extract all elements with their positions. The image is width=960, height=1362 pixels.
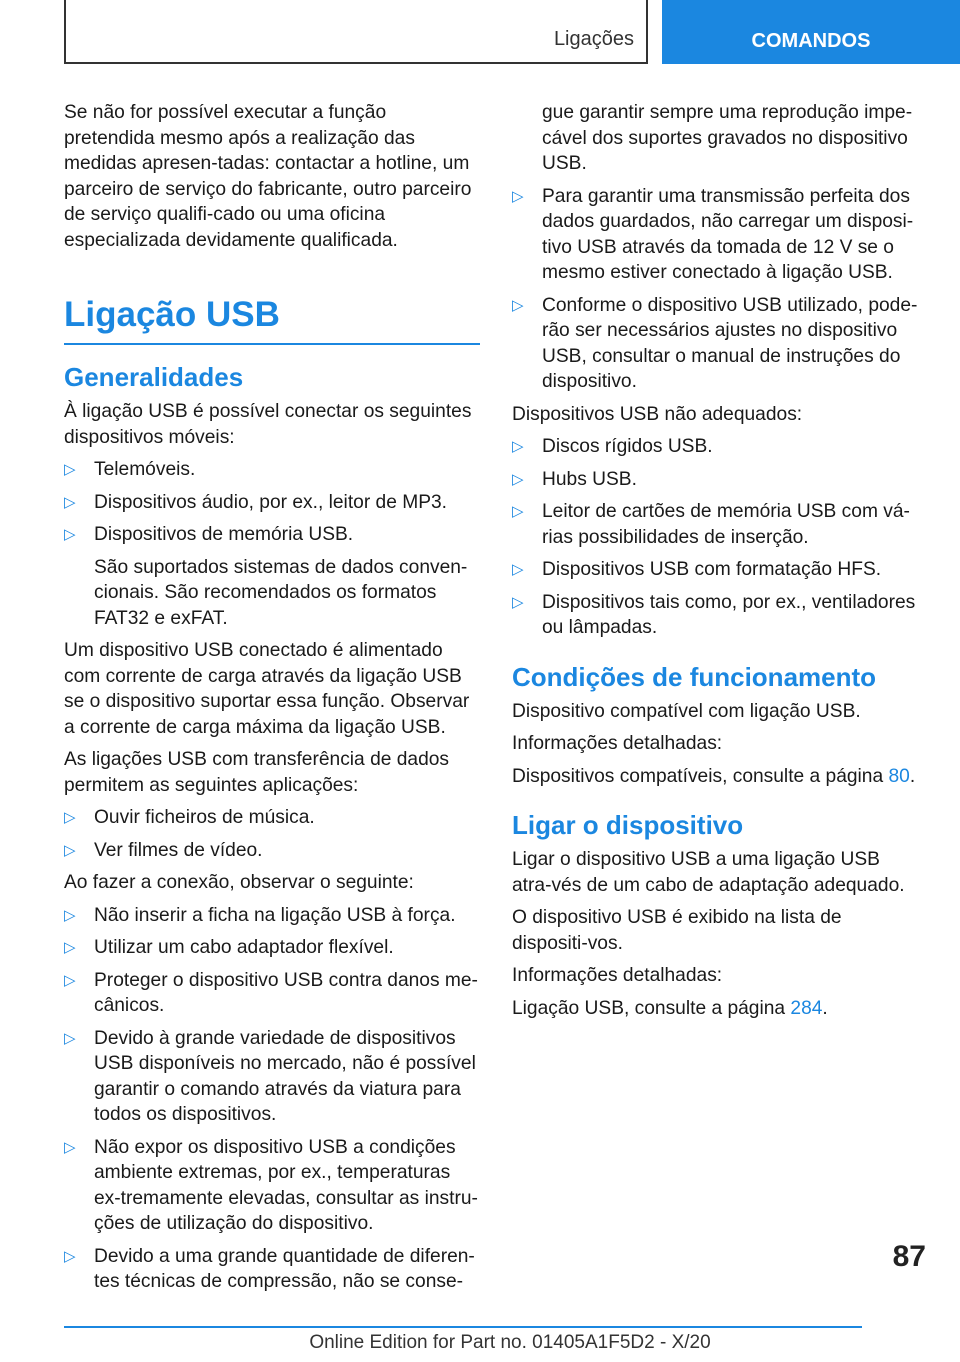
- intro-paragraph: Se não for possível executar a função pretendida mesmo após a realização das medidas apresen-tadas: contactar a hotline, um parceiro de serviço do fabricante, outro parceiro de serviço qualifi-cado ou uma oficina especializada devidamente qualificada.: [64, 102, 472, 251]
- list-item: ▷ Não inserir a ficha na ligação USB à força.: [64, 903, 480, 929]
- triangle-bullet-icon: ▷: [64, 906, 76, 924]
- triangle-bullet-icon: ▷: [64, 1247, 76, 1265]
- continued-paragraph: gue garantir sempre uma reprodução impe-cável dos suportes gravados no dispositivo USB.: [542, 102, 913, 174]
- subheading-general: Generalidades: [64, 362, 244, 392]
- subheading-conditions: Condições de funcionamento: [512, 661, 877, 692]
- list-item: ▷ Utilizar um cabo adaptador flexível.: [64, 935, 480, 961]
- paragraph: As ligações USB com transferência de dados permitem as seguintes aplicações:: [64, 749, 450, 796]
- connection-notes-list: [64, 903, 480, 1295]
- list-item: ▷ Discos rígidos USB.: [512, 434, 922, 460]
- left-column: [64, 100, 480, 1302]
- list-item: ▷ Dispositivos tais como, por ex., ventiladores ou lâmpadas.: [512, 591, 916, 638]
- footer-edition: Online Edition for Part no. 01405A1F5D2 - X/20: [309, 1332, 711, 1353]
- paragraph: Ligar o dispositivo USB a uma ligação USB atra-vés de um cabo de adaptação adequado.: [512, 849, 905, 896]
- triangle-bullet-icon: ▷: [64, 1138, 76, 1156]
- header-chapter-tab[interactable]: COMANDOS: [662, 0, 960, 64]
- list-item: ▷ Conforme o dispositivo USB utilizado, pode-rão ser necessários ajustes no dispositivo USB, consultar o manual de instruções do dispositivo.: [512, 294, 918, 392]
- list-item: ▷ Dispositivos de memória USB. São suportados sistemas de dados conven-cionais. São recomendados os formatos FAT32 e exFAT.: [64, 522, 480, 631]
- list-item: ▷ Devido à grande variedade de dispositivos USB disponíveis no mercado, não é possível garantir o comando através da viatura para todos os dispositivos.: [64, 1027, 476, 1125]
- applications-list: [64, 805, 480, 863]
- triangle-bullet-icon: ▷: [512, 503, 524, 520]
- list-item: ▷ Não expor os dispositivo USB a condições ambiente extremas, por ex., temperaturas ex-tremamente elevadas, consultar as instru-ções de utilização do dispositivo.: [64, 1136, 478, 1234]
- right-column: [512, 100, 922, 1028]
- list-item: ▷ Leitor de cartões de memória USB com vá-rias possibilidades de inserção.: [512, 501, 910, 548]
- triangle-bullet-icon: ▷: [512, 187, 524, 205]
- triangle-bullet-icon: ▷: [64, 809, 76, 826]
- triangle-bullet-icon: ▷: [64, 493, 76, 511]
- paragraph: Dispositivos compatíveis, consulte a página 80.: [512, 765, 916, 787]
- page-link-284[interactable]: 284: [790, 997, 823, 1019]
- triangle-bullet-icon: ▷: [64, 461, 76, 478]
- subheading-connect: Ligar o dispositivo: [512, 810, 744, 840]
- page-number: 87: [892, 1240, 926, 1273]
- paragraph: Informações detalhadas:: [512, 965, 723, 986]
- paragraph: Ligação USB, consulte a página 284.: [512, 997, 828, 1019]
- triangle-bullet-icon: ▷: [64, 971, 76, 989]
- paragraph: Dispositivos USB não adequados:: [512, 403, 803, 425]
- list-item: ▷ Ouvir ficheiros de música.: [64, 805, 480, 831]
- list-item: ▷ Ver filmes de vídeo.: [64, 838, 480, 864]
- notes-list: [512, 184, 922, 395]
- list-item-note: São suportados sistemas de dados conven-cionais. São recomendados os formatos FAT32 e exFAT.: [94, 556, 468, 629]
- triangle-bullet-icon: ▷: [512, 470, 524, 488]
- paragraph: Ao fazer a conexão, observar o seguinte:: [64, 872, 414, 893]
- paragraph: À ligação USB é possível conectar os seguintes dispositivos móveis:: [64, 401, 472, 448]
- list-item: ▷ Dispositivos áudio, por ex., leitor de MP3.: [64, 490, 480, 516]
- triangle-bullet-icon: ▷: [64, 939, 76, 956]
- paragraph: Um dispositivo USB conectado é alimentado com corrente de carga através da ligação USB se o dispositivo suportar essa função. Observar a corrente de carga máxima da ligação USB.: [64, 640, 470, 738]
- triangle-bullet-icon: ▷: [512, 296, 524, 314]
- triangle-bullet-icon: ▷: [64, 526, 76, 543]
- header-section-title: Ligações: [553, 28, 634, 50]
- list-item: ▷ Dispositivos USB com formatação HFS.: [512, 557, 922, 583]
- list-item: ▷ Hubs USB.: [512, 467, 922, 493]
- list-item: ▷ Devido a uma grande quantidade de diferen-tes técnicas de compressão, não se conse-: [64, 1245, 475, 1292]
- triangle-bullet-icon: ▷: [64, 1029, 76, 1047]
- paragraph: Dispositivo compatível com ligação USB.: [512, 700, 861, 722]
- paragraph: O dispositivo USB é exibido na lista de dispositi-vos.: [512, 907, 842, 954]
- section-heading-usb: Ligação USB: [64, 295, 480, 345]
- page-link-80[interactable]: 80: [888, 765, 910, 787]
- footer-divider: [64, 1326, 862, 1328]
- unsuitable-devices-list: [512, 434, 922, 641]
- device-list: [64, 457, 480, 631]
- triangle-bullet-icon: ▷: [512, 593, 524, 611]
- paragraph: Informações detalhadas:: [512, 733, 723, 754]
- triangle-bullet-icon: ▷: [512, 438, 524, 455]
- list-item: ▷ Telemóveis.: [64, 457, 480, 483]
- list-item: ▷ Proteger o dispositivo USB contra danos me-cânicos.: [64, 969, 478, 1016]
- triangle-bullet-icon: ▷: [64, 841, 76, 859]
- triangle-bullet-icon: ▷: [512, 561, 524, 578]
- list-item: ▷ Para garantir uma transmissão perfeita dos dados guardados, não carregar um disposi-tivo USB através da tomada de 12 V se o mesmo estiver conectado à ligação USB.: [512, 185, 914, 283]
